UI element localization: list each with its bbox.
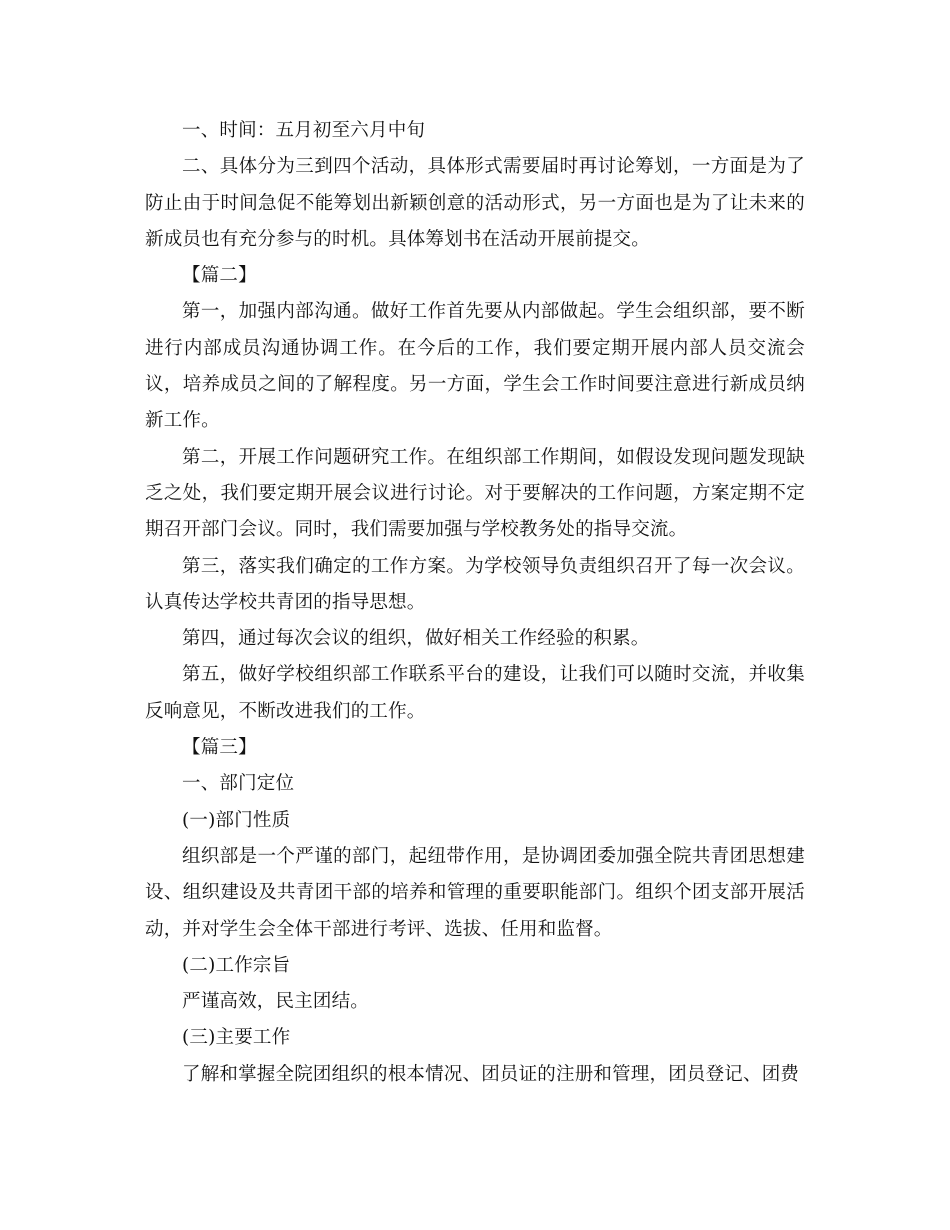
paragraph-department-nature: 组织部是一个严谨的部门，起纽带作用，是协调团委加强全院共青团思想建设、组织建设及共青团干部的培养和管理的重要职能部门。组织个团支部开展活动，并对学生会全体干部进行考评、选拔、任用和监督。 [145, 845, 805, 940]
paragraph-second: 第二，开展工作问题研究工作。在组织部工作期间，如假设发现问题发现缺乏之处，我们要定期开展会议进行讨论。对于要解决的工作问题，方案定期不定期召开部门会议。同时，我们需要加强与学校教务处的指导交流。 [145, 446, 805, 541]
paragraph-activities: 二、具体分为三到四个活动，具体形式需要届时再讨论筹划，一方面是为了防止由于时间急促不能筹划出新颖创意的活动形式，另一方面也是为了让未来的新成员也有充分参与的时机。具体筹划书在活动开展前提交。 [145, 156, 805, 250]
paragraph-third: 第三，落实我们确定的工作方案。为学校领导负责组织召开了每一次会议。认真传达学校共青团的指导思想。 [145, 555, 805, 613]
heading-department-positioning: 一、部门定位 [182, 773, 295, 795]
paragraph-fourth: 第四，通过每次会议的组织，做好相关工作经验的积累。 [182, 628, 650, 650]
paragraph-time: 一、时间：五月初至六月中旬 [182, 120, 426, 141]
subheading-work-purpose: (二)工作宗旨 [182, 954, 291, 976]
paragraph-work-purpose: 严谨高效，民主团结。 [182, 991, 370, 1013]
document-body [145, 113, 805, 1093]
subheading-main-work: (三)主要工作 [182, 1027, 291, 1049]
paragraph-fifth: 第五，做好学校组织部工作联系平台的建设，让我们可以随时交流，并收集反响意见，不断改进我们的工作。 [145, 664, 805, 722]
section-heading-part-two: 【篇二】 [182, 265, 257, 287]
section-heading-part-three: 【篇三】 [182, 737, 257, 759]
paragraph-first: 第一，加强内部沟通。做好工作首先要从内部做起。学生会组织部，要不断进行内部成员沟通协调工作。在今后的工作，我们要定期开展内部人员交流会议，培养成员之间的了解程度。另一方面，学生会工作时间要注意进行新成员纳新工作。 [145, 301, 805, 432]
subheading-department-nature: (一)部门性质 [182, 809, 291, 831]
paragraph-main-work: 了解和掌握全院团组织的根本情况、团员证的注册和管理，团员登记、团费 [182, 1063, 800, 1085]
